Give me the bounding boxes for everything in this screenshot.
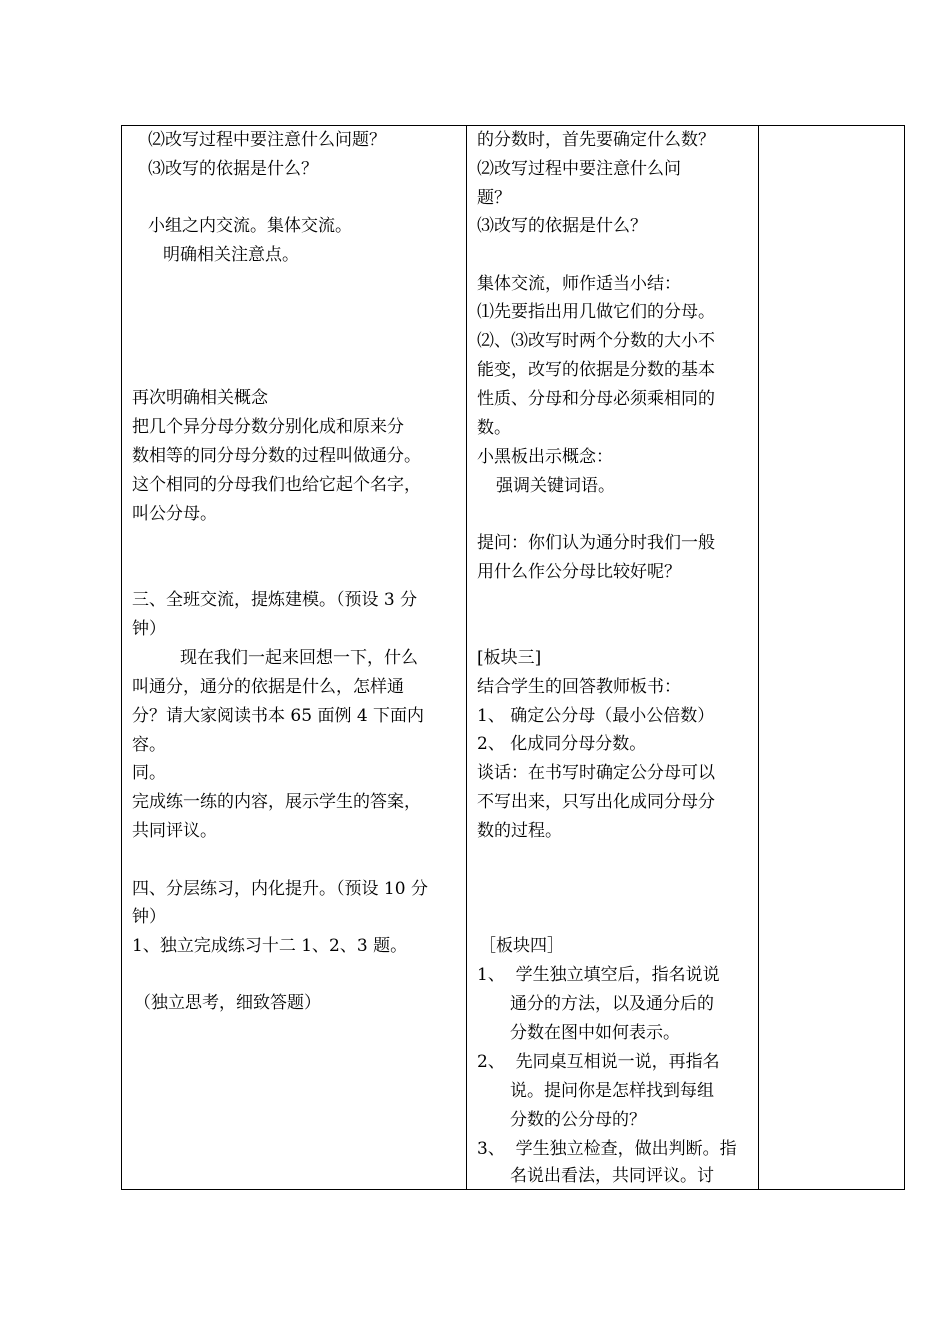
text-line: 的分数时，首先要确定什么数？ bbox=[477, 130, 715, 150]
text-line: 钟） bbox=[132, 619, 166, 639]
text-line: 名说出看法，共同评议。讨 bbox=[510, 1166, 714, 1186]
text-line: ⑵改写过程中要注意什么问题？ bbox=[148, 130, 386, 150]
list-item: 1、 确定公分母（最小公倍数） bbox=[477, 706, 715, 726]
text-line: ⑵改写过程中要注意什么问 bbox=[477, 159, 681, 179]
text-line: 数。 bbox=[477, 418, 511, 438]
text-line: 1、独立完成练习十二 1、2、3 题。 bbox=[132, 936, 408, 956]
text-line: 再次明确相关概念 bbox=[132, 388, 268, 408]
text-line: 这个相同的分母我们也给它起个名字， bbox=[132, 475, 421, 495]
section-heading: 四、分层练习，内化提升。（预设 10 分 bbox=[132, 879, 428, 899]
text-line: 性质、分母和分母必须乘相同的 bbox=[477, 389, 715, 409]
text-line: 叫通分，通分的依据是什么，怎样通 bbox=[132, 677, 404, 697]
section-heading: [板块三] bbox=[477, 648, 542, 668]
list-item: 2、 化成同分母分数。 bbox=[477, 734, 647, 754]
text-line: 小组之内交流。集体交流。 bbox=[148, 216, 352, 236]
text-line: 把几个异分母分数分别化成和原来分 bbox=[132, 417, 404, 437]
text-line: 不写出来，只写出化成同分母分 bbox=[477, 792, 715, 812]
list-item: 2、 先同桌互相说一说，再指名 bbox=[477, 1052, 720, 1072]
text-line: 能变，改写的依据是分数的基本 bbox=[477, 360, 715, 380]
text-line: ⑵、⑶改写时两个分数的大小不 bbox=[477, 331, 715, 351]
text-line: 现在我们一起来回想一下，什么 bbox=[180, 648, 418, 668]
text-line: 分？请大家阅读书本 65 面例 4 下面内 bbox=[132, 706, 425, 726]
text-line: 强调关键词语。 bbox=[496, 476, 615, 496]
text-line: 明确相关注意点。 bbox=[163, 245, 299, 265]
text-line: 结合学生的回答教师板书： bbox=[477, 677, 681, 697]
section-heading: 三、全班交流，提炼建模。（预设 3 分 bbox=[132, 590, 418, 610]
text-line: 同。 bbox=[132, 763, 166, 783]
text-line: ⑴先要指出用几做它们的分母。 bbox=[477, 302, 715, 322]
text-line: 容。 bbox=[132, 735, 166, 755]
text-line: 提问：你们认为通分时我们一般 bbox=[477, 533, 715, 553]
text-line: ⑶改写的依据是什么？ bbox=[148, 159, 318, 179]
text-line: 数的过程。 bbox=[477, 821, 562, 841]
text-line: 完成练一练的内容，展示学生的答案， bbox=[132, 792, 421, 812]
text-line: 题？ bbox=[477, 188, 511, 208]
text-line: 集体交流，师作适当小结： bbox=[477, 274, 681, 294]
section-heading: ［板块四］ bbox=[479, 936, 564, 956]
text-line: 共同评议。 bbox=[132, 821, 217, 841]
text-line: 分数的公分母的？ bbox=[510, 1110, 646, 1130]
list-item: 3、 学生独立检查，做出判断。指 bbox=[477, 1139, 737, 1159]
text-line: 谈话：在书写时确定公分母可以 bbox=[477, 763, 715, 783]
text-line: 钟） bbox=[132, 907, 166, 927]
text-line: 叫公分母。 bbox=[132, 504, 217, 524]
text-line: 用什么作公分母比较好呢？ bbox=[477, 562, 681, 582]
text-line: 数相等的同分母分数的过程叫做通分。 bbox=[132, 446, 421, 466]
text-line: 分数在图中如何表示。 bbox=[510, 1023, 680, 1043]
text-line: 通分的方法，以及通分后的 bbox=[510, 994, 714, 1014]
text-line: 说。提问你是怎样找到每组 bbox=[510, 1081, 714, 1101]
text-line: （独立思考，细致答题） bbox=[134, 993, 321, 1013]
text-line: ⑶改写的依据是什么？ bbox=[477, 216, 647, 236]
text-line: 小黑板出示概念： bbox=[477, 447, 613, 467]
column-divider bbox=[466, 126, 467, 1189]
list-item: 1、 学生独立填空后，指名说说 bbox=[477, 965, 720, 985]
column-divider bbox=[758, 126, 759, 1189]
